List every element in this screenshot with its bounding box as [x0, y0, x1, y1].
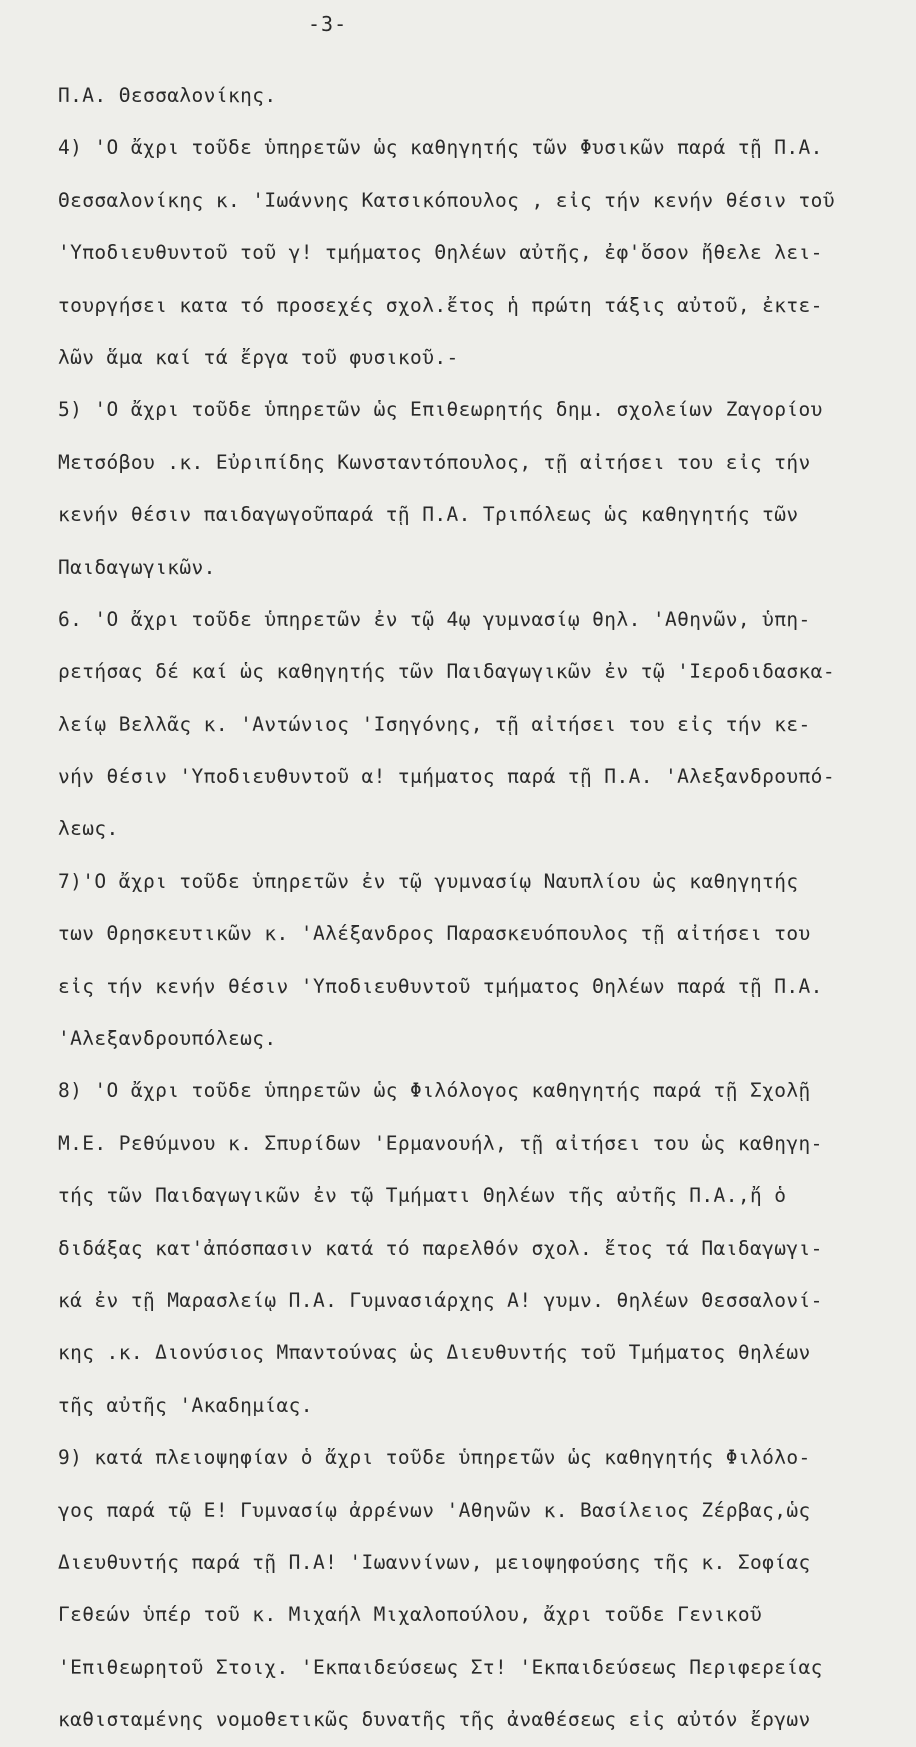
text-line: καθισταμένης νομοθετικῶς δυνατῆς τῆς ἀναθέσεως εἰς αὐτόν ἔργων	[58, 1708, 811, 1732]
text-line: τῆς αὐτῆς 'Ακαδημίας.	[58, 1393, 313, 1417]
text-line: 7)'Ο ἄχρι τοῦδε ὑπηρετῶν ἐν τῷ γυμνασίῳ Ναυπλίου ὡς καθηγητής	[58, 869, 799, 893]
text-line: 9) κατά πλειοψηφίαν ὁ ἄχρι τοῦδε ὑπηρετῶν ὡς καθηγητής Φιλόλο-	[58, 1446, 811, 1470]
text-line: Διευθυντής παρά τῇ Π.Α! 'Ιωαννίνων, μειοψηφούσης τῆς κ. Σοφίας	[58, 1550, 811, 1574]
text-line: τής τῶν Παιδαγωγικῶν ἐν τῷ Τμήματι Θηλέων τῆς αὐτῆς Π.Α.,ἤ ὁ	[58, 1184, 787, 1208]
document-body	[58, 70, 912, 1747]
text-line: Μ.Ε. Ρεθύμνου κ. Σπυρίδων 'Ερμανουήλ, τῇ αἰτήσει του ὡς καθηγη-	[58, 1131, 823, 1155]
text-line: κά ἐν τῇ Μαρασλείῳ Π.Α. Γυμνασιάρχης Α! γυμν. θηλέων Θεσσαλονί-	[58, 1288, 823, 1312]
text-line: Γεθεών ὑπέρ τοῦ κ. Μιχαήλ Μιχαλοπούλου, ἄχρι τοῦδε Γενικοῦ	[58, 1603, 763, 1627]
text-line: νήν θέσιν 'Υποδιευθυντοῦ α! τμήματος παρά τῇ Π.Α. 'Αλεξανδρουπό-	[58, 765, 835, 789]
text-line: 6. 'Ο ἄχρι τοῦδε ὑπηρετῶν ἐν τῷ 4ῳ γυμνασίῳ θηλ. 'Αθηνῶν, ὑπη-	[58, 607, 811, 631]
text-line: λῶν ἅμα καί τά ἔργα τοῦ φυσικοῦ.-	[58, 345, 459, 369]
text-line: τουργήσει κατα τό προσεχές σχολ.ἔτος ἡ πρώτη τάξις αὐτοῦ, ἐκτε-	[58, 293, 823, 317]
text-line: 8) 'Ο ἄχρι τοῦδε ὑπηρετῶν ὡς Φιλόλογος καθηγητής παρά τῇ Σχολῇ	[58, 1079, 811, 1103]
text-line: ρετήσας δέ καί ὡς καθηγητής τῶν Παιδαγωγικῶν ἐν τῷ 'Ιεροδιδασκα-	[58, 660, 835, 684]
text-line: διδάξας κατ'ἀπόσπασιν κατά τό παρελθόν σχολ. ἔτος τά Παιδαγωγι-	[58, 1236, 823, 1260]
text-line: 'Υποδιευθυντοῦ τοῦ γ! τμήματος Θηλέων αὐτῆς, ἐφ'ὅσον ἤθελε λει-	[58, 241, 823, 265]
text-line: κενήν θέσιν παιδαγωγοῦπαρά τῇ Π.Α. Τριπόλεως ὡς καθηγητής τῶν	[58, 503, 799, 527]
text-line: Π.Α. Θεσσαλονίκης.	[58, 84, 277, 107]
page-number: -3-	[308, 12, 348, 36]
text-line: 5) 'Ο ἄχρι τοῦδε ὑπηρετῶν ὡς Επιθεωρητής δημ. σχολείων Ζαγορίου	[58, 398, 823, 422]
text-line: 'Επιθεωρητοῦ Στοιχ. 'Εκπαιδεύσεως Στ! 'Εκπαιδεύσεως Περιφερείας	[58, 1655, 823, 1679]
text-line: γος παρά τῷ Ε! Γυμνασίῳ ἀρρένων 'Αθηνῶν κ. Βασίλειος Ζέρβας,ὡς	[58, 1498, 811, 1522]
text-line: 'Αλεξανδρουπόλεως.	[58, 1027, 277, 1051]
text-line: λεως.	[58, 817, 119, 841]
text-line: Παιδαγωγικῶν.	[58, 555, 216, 579]
text-line: κης .κ. Διονύσιος Μπαντούνας ὡς Διευθυντής τοῦ Τμήματος θηλέων	[58, 1341, 811, 1365]
text-line: εἰς τήν κενήν θέσιν 'Υποδιευθυντοῦ τμήματος Θηλέων παρά τῇ Π.Α.	[58, 974, 823, 998]
text-line: 4) 'Ο ἄχρι τοῦδε ὑπηρετῶν ὡς καθηγητής τῶν Φυσικῶν παρά τῇ Π.Α.	[58, 136, 823, 160]
text-line: λείῳ Βελλᾶς κ. 'Αντώνιος 'Ισηγόνης, τῇ αἰτήσει του εἰς τήν κε-	[58, 712, 811, 736]
text-line: Μετσόβου .κ. Εὐριπίδης Κωνσταντόπουλος, τῇ αἰτήσει του εἰς τήν	[58, 450, 811, 474]
text-line: Θεσσαλονίκης κ. 'Ιωάννης Κατσικόπουλος , εἰς τήν κενήν θέσιν τοῦ	[58, 188, 835, 212]
text-line: των Θρησκευτικῶν κ. 'Αλέξανδρος Παρασκευόπουλος τῇ αἰτήσει του	[58, 922, 811, 946]
